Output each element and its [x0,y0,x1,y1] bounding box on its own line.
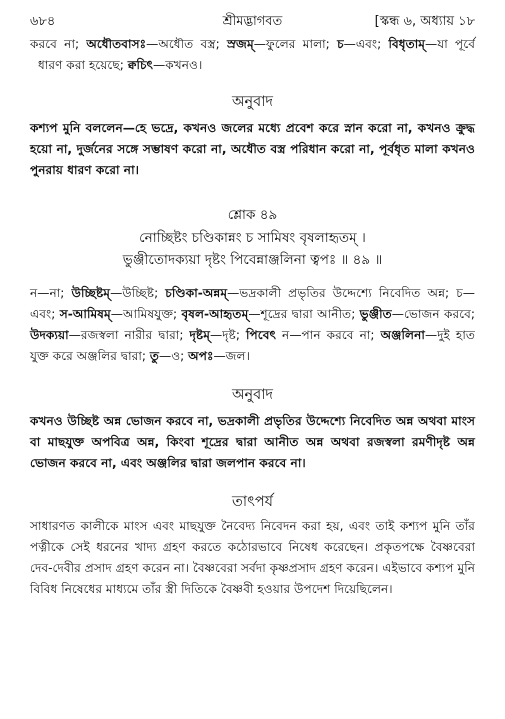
synonym-text: —ফুলের মালা; [253,37,338,51]
purport-text: সাধারণত কালীকে মাংস এবং মাছযুক্ত নৈবেদ্য নিবেদন করা হয়, এবং তাই কশ্যপ মুনি তাঁর পত্নীকে সেই ধরনের খাদ্য গ্রহণ করতে কঠোরভাবে নিষেধ করেছেন। প্রকৃতপক্ষে বৈষ্ণবেরা দেব-দেবীর প্রসাদ গ্রহণ করেন না। বৈষ্ণবেরা সর্বদা কৃষ্ণপ্রসাদ গ্রহণ করেন। এইভাবে কশ্যপ মুনি বিবিধ নিষেধের মাধ্যমে তাঁর স্ত্রী দিতিকে বৈষ্ণবী হওয়ার উপদেশ দিয়েছিলেন। [30,519,475,596]
synonym-text: —ও; [159,349,189,363]
synonym-text: —ভোজন করবে; [391,307,476,321]
translation-heading: অনুবাদ [231,387,274,403]
synonym-word: অধৌতবাসঃ [86,37,147,51]
synonym-word: অপঃ [188,349,214,363]
synonym-word: পিবেৎ [246,328,276,342]
synonym-word: ভুঞ্জীত [359,307,392,321]
word-for-word-synonyms [30,283,475,367]
synonym-text: ন—পান করবে না; [276,328,381,342]
synonym-word: স-আমিষম্ [59,307,111,321]
synonyms-continued [30,34,475,76]
verse-line-2: ভুঞ্জীতোদক্যয়া দৃষ্টং পিবেন্নাঞ্জলিনা ত্বপঃ ॥ ৪৯ ॥ [122,252,383,268]
book-title: শ্রীমদ্ভাগবত [222,14,283,29]
synonym-text: —যা পূর্বে ধারণ করা হয়েছে; [38,37,475,72]
verse-line-1: নোচ্ছিষ্টং চণ্ডিকান্নং চ সামিষং বৃষলাহৃতম্ । [139,230,366,246]
synonym-word: তু [149,349,159,363]
synonym-text: —দৃষ্ট; [209,328,247,342]
synonym-text: —দুই হাত যুক্ত করে অঞ্জলির দ্বারা; [30,328,475,363]
synonym-text: করবে না; [30,37,87,51]
translation-heading: অনুবাদ [231,94,274,110]
purport-heading: তাৎপর্য [231,494,274,510]
synonym-word: উচ্ছিষ্টম্ [71,286,111,300]
synonym-word: চণ্ডিকা-অন্নম্ [165,286,228,300]
synonym-word: ক্বচিৎ [127,58,154,72]
synonym-word: বিধৃতাম্ [388,37,426,51]
synonym-text: —শূদ্রের দ্বারা আনীত; [248,307,360,321]
synonym-text: —উচ্ছিষ্ট; [110,286,166,300]
synonym-text: —এবং; [343,37,389,51]
synonym-word: উদক্যয়া [30,328,69,342]
synonym-text: —ভদ্রকালী প্রভৃতির উদ্দেশ্যে নিবেদিত অন্ন; চ—এবং; [30,286,475,321]
synonym-text: —জল। [213,349,250,363]
synonym-word: বৃষল-আহৃতম্ [181,307,249,321]
synonym-word: স্রজম্ [227,37,254,51]
synonym-text: —রজস্বলা নারীর দ্বারা; [68,328,190,342]
page-number: ৬৮৪ [30,14,56,29]
verse-number: শ্লোক ৪৯ [227,207,278,223]
section-reference: [স্কন্ধ ৬, অধ্যায় ১৮ [374,14,475,29]
translation-text: কশ্যপ মুনি বললেন—হে ভদ্রে, কখনও জলের মধ্যে প্রবেশ করে স্নান করো না, কখনও ক্রুদ্ধ হয়ো না, দুর্জনের সঙ্গে সম্ভাষণ করো না, অধৌত বস্ত্র পরিধান করো না, পূর্বধৃত মালা কখনও পুনরায় ধারণ করো না। [30,121,475,177]
synonym-word: দৃষ্টম্ [189,328,210,342]
translation-text: কখনও উচ্ছিষ্ট অন্ন ভোজন করবে না, ভদ্রকালী প্রভৃতির উদ্দেশ্যে নিবেদিত অন্ন অথবা মাংস বা মাছযুক্ত অপবিত্র অন্ন, কিংবা শূদ্রের দ্বারা আনীত অন্ন অথবা রজস্বলা রমণীদৃষ্ট অন্ন ভোজন করবে না, এবং অঞ্জলির দ্বারা জলপান করবে না। [30,414,475,470]
synonym-word: অঞ্জলিনা [380,328,425,342]
synonym-text: —অধৌত বস্ত্র; [146,37,228,51]
synonym-word: চ [337,37,344,51]
synonym-text: —আমিষযুক্ত; [110,307,182,321]
synonym-text: ন—না; [30,286,72,300]
synonym-text: —কখনও। [153,58,203,72]
running-header [30,10,475,30]
